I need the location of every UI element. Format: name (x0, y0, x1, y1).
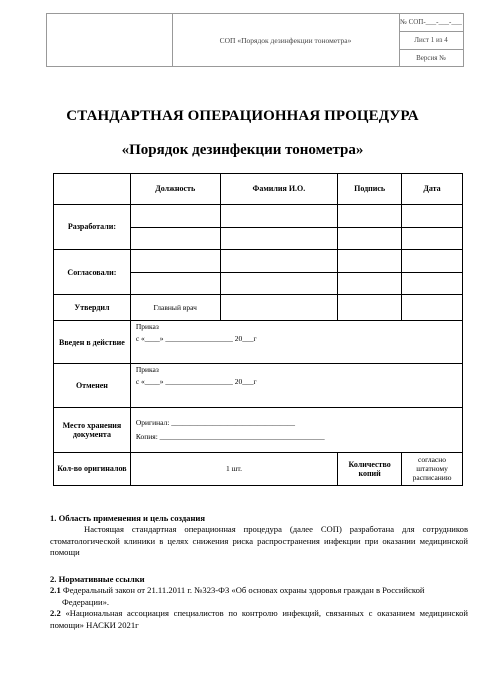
col-signature: Подпись (338, 174, 402, 205)
approval-table (53, 173, 463, 486)
row-approved-label: Утвердил (54, 295, 131, 321)
row-developed-label: Разработали: (54, 204, 131, 249)
approved-position: Главный врач (130, 295, 220, 321)
section-1-heading: 1. Область применения и цель создания (50, 513, 206, 523)
col-position: Должность (130, 174, 220, 205)
table-row (54, 204, 463, 227)
table-row (54, 452, 463, 485)
section-1 (50, 513, 468, 559)
document-header (46, 13, 464, 67)
section-2 (50, 574, 468, 631)
document-title: СТАНДАРТНАЯ ОПЕРАЦИОННАЯ ПРОЦЕДУРА (66, 108, 419, 124)
introduced-cell (130, 321, 462, 364)
introduced-order: Приказ (135, 322, 159, 332)
header-sheet: Лист 1 из 4 (399, 32, 463, 50)
header-title: СОП «Порядок дезинфекции тонометра» (172, 14, 400, 66)
count-value: 1 шт. (130, 452, 337, 485)
cancelled-date: с «____» __________________ 20___г (135, 377, 257, 387)
storage-cell (130, 407, 462, 452)
item-2-number: 2.2 (50, 608, 61, 619)
copies-value: согласно штатному расписанию (402, 452, 463, 485)
introduced-date: с «____» __________________ 20___г (135, 333, 257, 343)
item-1-number: 2.1 (50, 585, 61, 596)
section-2-item-2 (50, 608, 468, 631)
item-2-text: «Национальная ассоциация специалистов по контролю инфекций, связанных с оказанием медицинской помощи» НАСКИ 2021г (50, 608, 468, 630)
table-row (54, 321, 463, 364)
section-2-heading: 2. Нормативные ссылки (50, 574, 145, 584)
cancelled-cell (130, 364, 462, 407)
table-row (54, 295, 463, 321)
header-meta (399, 14, 463, 66)
header-sop-number: № СОП-___-___-___ (399, 14, 463, 32)
document-subtitle: «Порядок дезинфекции тонометра» (121, 142, 364, 158)
table-header-row (54, 174, 463, 205)
table-row (54, 407, 463, 452)
row-introduced-label: Введен в действие (54, 321, 131, 364)
row-count-label: Кол-во оригиналов (54, 452, 131, 485)
col-date: Дата (402, 174, 463, 205)
storage-original: Оригинал: _________________________________ (135, 417, 295, 427)
cancelled-order: Приказ (135, 365, 159, 375)
col-name: Фамилия И.О. (220, 174, 338, 205)
table-corner-cell (54, 174, 131, 205)
table-row (54, 364, 463, 407)
row-agreed-label: Согласовали: (54, 250, 131, 295)
table-row (54, 250, 463, 273)
header-version: Версия № (416, 54, 446, 62)
item-1-text: Федеральный закон от 21.11.2011 г. №323-ФЗ «Об основах охраны здоровья граждан в Российской Федерации». (62, 585, 425, 607)
section-1-text: Настоящая стандартная операционная процедура (далее СОП) разработана для сотрудников стоматологической клиники в целях снижения риска распространения инфекции при оказании медицинской помощи (50, 524, 468, 558)
section-2-item-1 (50, 585, 468, 608)
header-logo-cell (47, 14, 173, 66)
storage-copy: Копия: ____________________________________________ (135, 431, 325, 441)
row-cancelled-label: Отменен (54, 364, 131, 407)
copies-label: Количество копий (338, 452, 402, 485)
row-storage-label: Место хранения документа (54, 407, 131, 452)
